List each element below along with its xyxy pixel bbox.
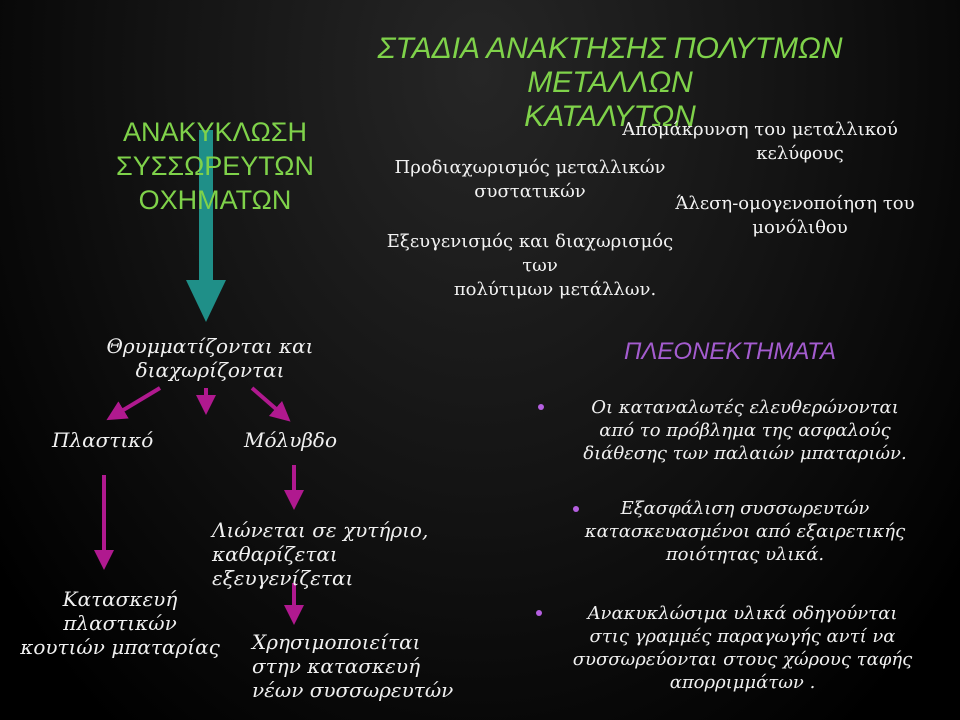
advantage-item: Εξασφάλιση συσσωρευτών κατασκευασμένοι από εξαιρετικής ποιότητας υλικά.	[584, 498, 906, 565]
lead-label: Μόλυβδο	[244, 428, 337, 452]
advantage-item: Οι καταναλωτές ελευθερώνονται από το πρόβλημα της ασφαλούς διάθεσης των παλαιών μπαταριών.	[583, 397, 907, 464]
step-separation: Προδιαχωρισμός μεταλλικών συστατικών	[394, 157, 666, 202]
lead-process-label: Λιώνεται σε χυτήριο, καθαρίζεται εξευγενίζεται	[212, 518, 429, 590]
arrow-to-plastic	[115, 388, 160, 415]
plastic-use-label: Κατασκευή πλαστικών κουτιών μπαταρίας	[20, 587, 220, 659]
page-title: ΣΤΑΔΙΑ ΑΝΑΚΤΗΣΗΣ ΠΟΛΥΤΜΩΝ ΜΕΤΑΛΛΩΝ ΚΑΤΑΛΥΤΩΝ	[377, 32, 843, 133]
arrow-to-lead	[252, 388, 283, 415]
step-grinding: Άλεση-ομογενοποίηση του μονόλιθου	[675, 193, 915, 238]
advantages-title: ΠΛΕΟΝΕΚΤΗΜΑΤΑ	[624, 338, 836, 365]
bullet-icon	[538, 404, 544, 410]
bullet-icon	[536, 610, 542, 616]
plastic-label: Πλαστικό	[52, 428, 154, 452]
advantage-item: Ανακυκλώσιμα υλικά οδηγούνται στις γραμμές παραγωγής αντί να συσσωρεύονται στους χώρους ταφής απορριμμάτων .	[572, 603, 913, 693]
step-removal: Απομάκρυνση του μεταλλικού κελύφους	[622, 119, 898, 164]
step-refining: Εξευγενισμός και διαχωρισμός των πολύτιμων μετάλλων.	[386, 231, 674, 300]
lead-use-label: Χρησιμοποιείται στην κατασκευή νέων συσσωρευτών	[252, 630, 454, 702]
crushed-label: Θρυμματίζονται και διαχωρίζονται	[106, 334, 314, 382]
left-heading: ΑΝΑΚΥΚΛΩΣΗ ΣΥΣΣΩΡΕΥΤΩΝ ΟΧΗΜΑΤΩΝ	[116, 117, 314, 215]
